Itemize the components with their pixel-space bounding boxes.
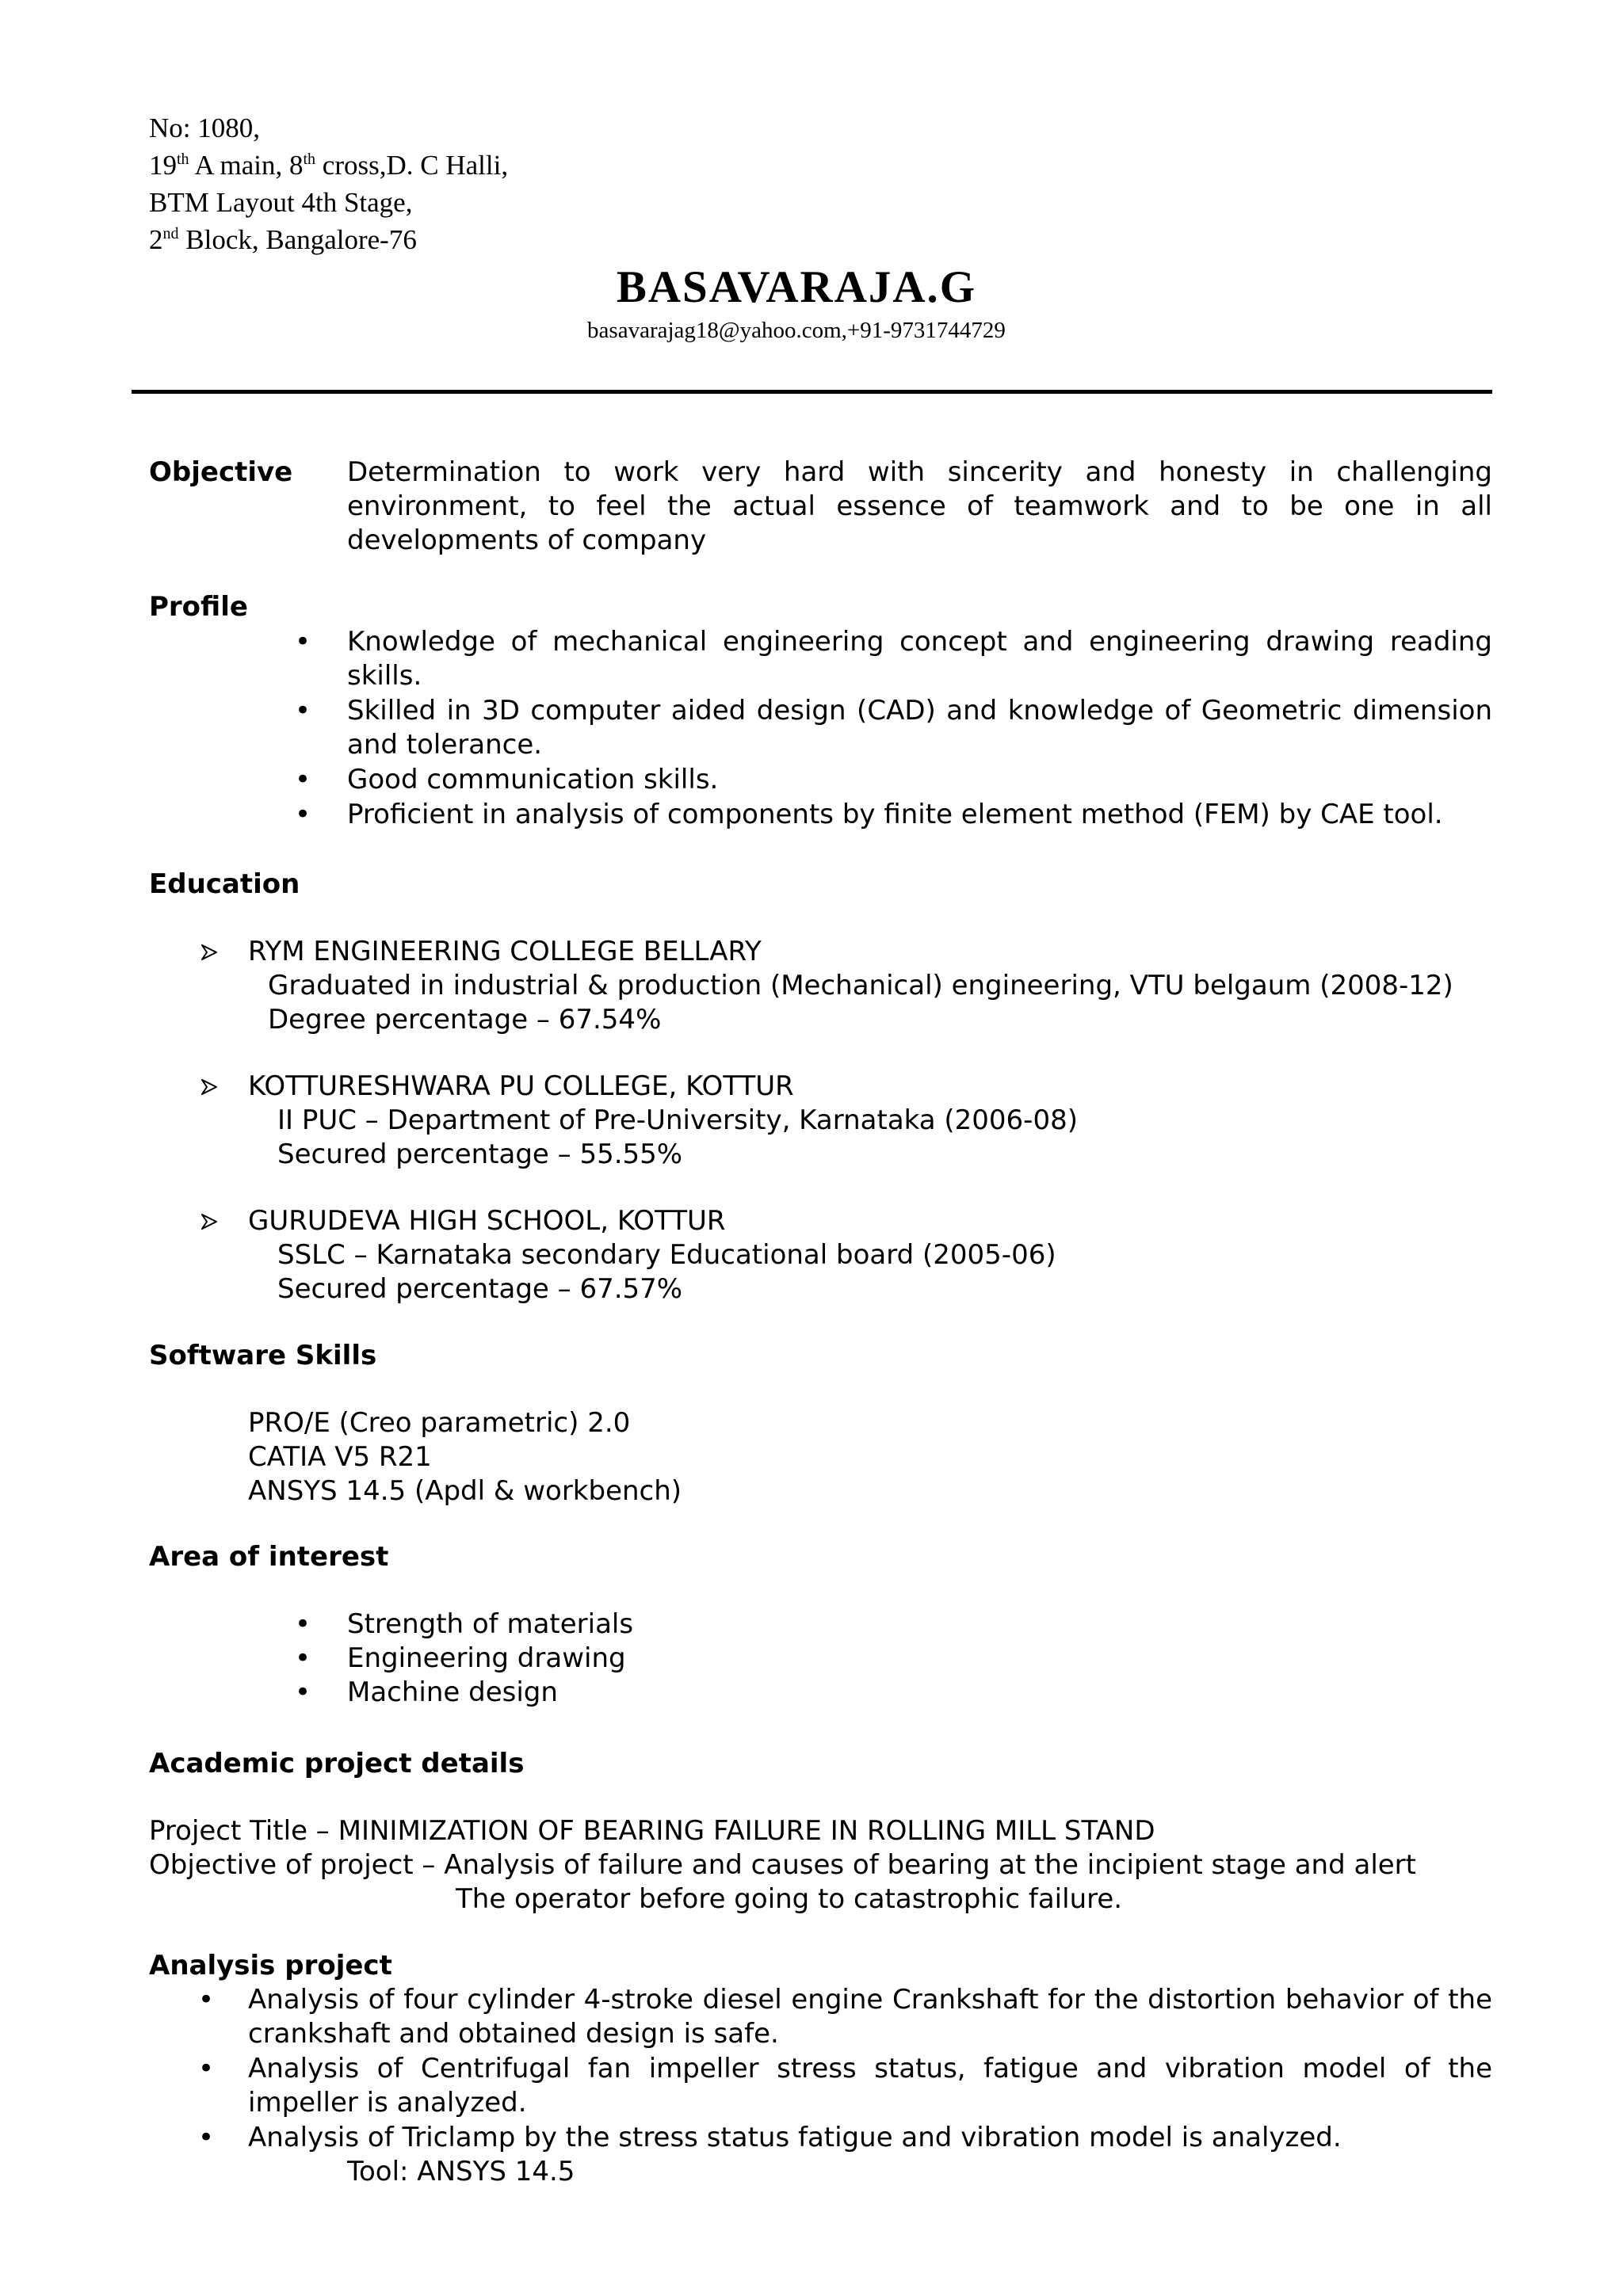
contact-info: basavarajag18@yahoo.com,+91-9731744729 <box>587 318 1006 343</box>
arrow-bullet-icon <box>200 943 219 962</box>
address-block <box>149 109 508 258</box>
arrow-bullet-icon <box>200 1077 219 1097</box>
bullet-icon: • <box>295 695 311 727</box>
profile-item: Proficient in analysis of components by finite element method (FEM) by CAE tool. <box>347 799 1443 830</box>
analysis-item: Analysis of four cylinder 4-stroke diesel engine Crankshaft for the distortion behavior of the crankshaft and obtained design is safe. <box>248 1984 1492 2050</box>
analysis-item: Analysis of Centrifugal fan impeller stress status, fatigue and vibration model of the impeller is analyzed. <box>248 2053 1492 2119</box>
analysis-tool: Tool: ANSYS 14.5 <box>347 2156 575 2187</box>
arrow-bullet-icon <box>200 1212 219 1231</box>
objective-text: Determination to work very hard with sincerity and honesty in challenging environment, to feel the actual essence of teamwork and to be one in all developments of company <box>347 456 1492 556</box>
interest-item: Strength of materials <box>347 1608 634 1640</box>
bullet-icon: • <box>295 1676 311 1708</box>
analysis-heading: Analysis project <box>149 1950 392 1981</box>
profile-heading: Profile <box>149 591 248 623</box>
bullet-icon: • <box>295 764 311 795</box>
bullet-icon: • <box>295 1642 311 1674</box>
academic-heading: Academic project details <box>149 1748 525 1779</box>
address-line-1: No: 1080, <box>149 113 260 143</box>
interest-item: Machine design <box>347 1676 558 1708</box>
analysis-item: Analysis of Triclamp by the stress status fatigue and vibration model is analyzed. <box>248 2122 1342 2153</box>
bullet-icon: • <box>295 1608 311 1640</box>
software-item: CATIA V5 R21 <box>248 1441 432 1473</box>
project-title: Project Title – MINIMIZATION OF BEARING FAILURE IN ROLLING MILL STAND <box>149 1815 1155 1847</box>
bullet-icon: • <box>295 799 311 830</box>
project-objective-continued: The operator before going to catastrophic failure. <box>456 1883 1123 1915</box>
interest-item: Engineering drawing <box>347 1642 626 1674</box>
address-line-3: BTM Layout 4th Stage, <box>149 187 413 218</box>
software-item: ANSYS 14.5 (Apdl & workbench) <box>248 1475 682 1507</box>
header-divider <box>132 390 1492 394</box>
address-line-4: 2nd Block, Bangalore-76 <box>149 224 417 255</box>
software-heading: Software Skills <box>149 1340 377 1371</box>
education-detail: Degree percentage – 67.54% <box>268 1004 662 1035</box>
bullet-icon: • <box>198 2122 215 2153</box>
bullet-icon: • <box>198 2053 215 2084</box>
project-objective: Objective of project – Analysis of failure and causes of bearing at the incipient stage and alert <box>149 1849 1416 1881</box>
education-detail: Secured percentage – 55.55% <box>277 1138 683 1170</box>
education-detail: II PUC – Department of Pre-University, Karnataka (2006-08) <box>277 1104 1078 1136</box>
candidate-name: BASAVARAJA.G <box>616 262 977 312</box>
education-institution: GURUDEVA HIGH SCHOOL, KOTTUR <box>248 1205 726 1237</box>
education-institution: KOTTURESHWARA PU COLLEGE, KOTTUR <box>248 1070 794 1102</box>
interest-heading: Area of interest <box>149 1541 389 1573</box>
education-institution: RYM ENGINEERING COLLEGE BELLARY <box>248 936 762 967</box>
profile-item: Knowledge of mechanical engineering concept and engineering drawing reading skills. <box>347 626 1492 692</box>
education-detail: Graduated in industrial & production (Mechanical) engineering, VTU belgaum (2008-12) <box>268 970 1453 1001</box>
profile-item: Skilled in 3D computer aided design (CAD) and knowledge of Geometric dimension and tolerance. <box>347 695 1492 761</box>
education-heading: Education <box>149 868 300 900</box>
education-detail: SSLC – Karnataka secondary Educational board (2005-06) <box>277 1239 1056 1271</box>
education-detail: Secured percentage – 67.57% <box>277 1273 683 1305</box>
address-line-2: 19th A main, 8th cross,D. C Halli, <box>149 150 509 181</box>
profile-item: Good communication skills. <box>347 764 719 795</box>
bullet-icon: • <box>198 1984 215 2016</box>
software-item: PRO/E (Creo parametric) 2.0 <box>248 1407 631 1439</box>
objective-heading: Objective <box>149 456 293 488</box>
bullet-icon: • <box>295 626 311 658</box>
